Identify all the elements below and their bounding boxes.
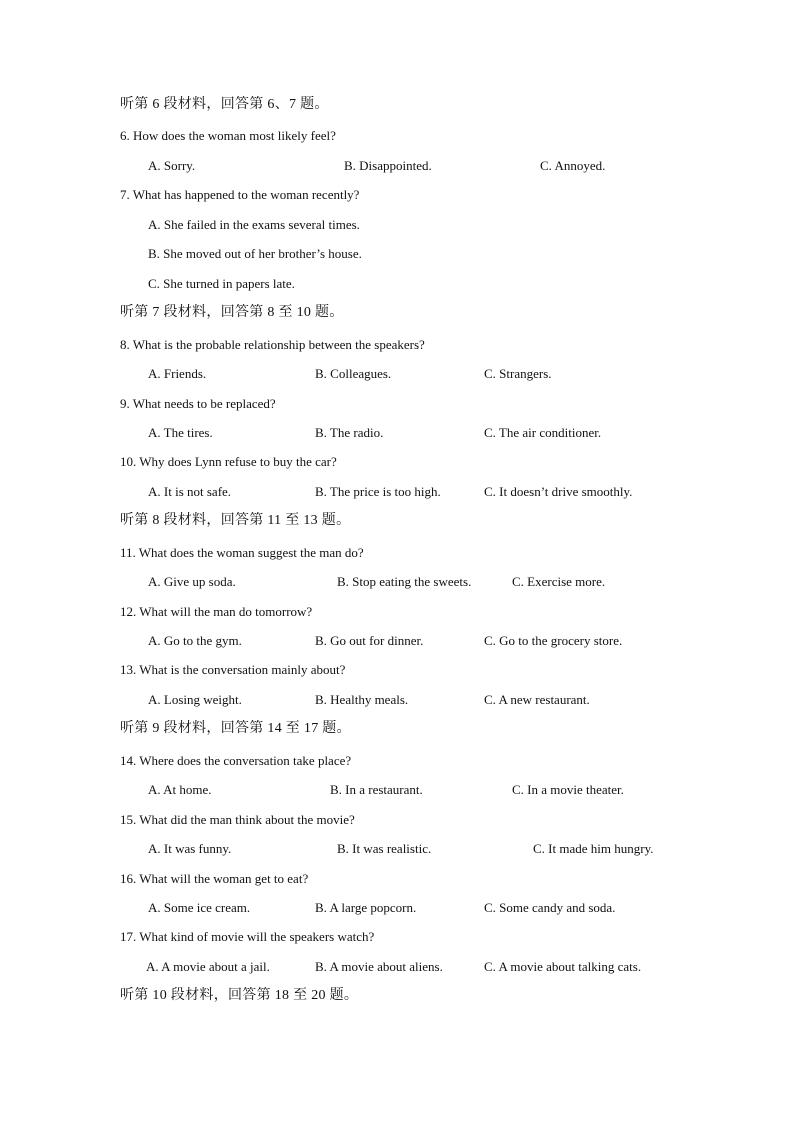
q10-option-c: C. It doesn’t drive smoothly.	[484, 484, 633, 499]
q7-option-b: B. She moved out of her brother’s house.	[148, 246, 362, 261]
section-heading-6: 听第 6 段材料，回答第 6、7 题。	[120, 97, 329, 112]
q8-option-c: C. Strangers.	[484, 366, 552, 381]
question-14: 14. Where does the conversation take place?	[120, 753, 352, 768]
section-heading-9: 听第 9 段材料，回答第 14 至 17 题。	[120, 721, 351, 736]
q13-option-b: B. Healthy meals.	[315, 692, 409, 707]
q6-option-b: B. Disappointed.	[344, 158, 432, 173]
q8-option-a: A. Friends.	[148, 366, 207, 381]
q14-option-c: C. In a movie theater.	[512, 782, 624, 797]
section-heading-7: 听第 7 段材料，回答第 8 至 10 题。	[120, 305, 344, 320]
q9-option-c: C. The air conditioner.	[484, 425, 602, 440]
q14-option-b: B. In a restaurant.	[330, 782, 423, 797]
q12-option-b: B. Go out for dinner.	[315, 633, 424, 648]
q8-option-b: B. Colleagues.	[315, 366, 392, 381]
q6-option-c: C. Annoyed.	[540, 158, 606, 173]
question-9: 9. What needs to be replaced?	[120, 396, 276, 411]
question-11: 11. What does the woman suggest the man do?	[120, 545, 364, 560]
q16-option-a: A. Some ice cream.	[148, 900, 251, 915]
q11-option-c: C. Exercise more.	[512, 574, 606, 589]
q10-option-b: B. The price is too high.	[315, 484, 441, 499]
q13-option-a: A. Losing weight.	[148, 692, 242, 707]
q15-option-c: C. It made him hungry.	[533, 841, 654, 856]
question-17: 17. What kind of movie will the speakers watch?	[120, 929, 375, 944]
section-heading-8: 听第 8 段材料，回答第 11 至 13 题。	[120, 513, 351, 528]
question-6: 6. How does the woman most likely feel?	[120, 128, 336, 143]
q9-option-a: A. The tires.	[148, 425, 213, 440]
question-7: 7. What has happened to the woman recently?	[120, 187, 360, 202]
q11-option-a: A. Give up soda.	[148, 574, 236, 589]
question-8: 8. What is the probable relationship between the speakers?	[120, 337, 425, 352]
q11-option-b: B. Stop eating the sweets.	[337, 574, 472, 589]
q17-option-a: A. A movie about a jail.	[146, 959, 270, 974]
question-12: 12. What will the man do tomorrow?	[120, 604, 313, 619]
q16-option-c: C. Some candy and soda.	[484, 900, 616, 915]
q15-option-b: B. It was realistic.	[337, 841, 432, 856]
q7-option-a: A. She failed in the exams several times.	[148, 217, 360, 232]
q13-option-c: C. A new restaurant.	[484, 692, 590, 707]
question-13: 13. What is the conversation mainly about?	[120, 662, 346, 677]
q12-option-a: A. Go to the gym.	[148, 633, 242, 648]
question-15: 15. What did the man think about the movie?	[120, 812, 355, 827]
q6-option-a: A. Sorry.	[148, 158, 196, 173]
q17-option-b: B. A movie about aliens.	[315, 959, 443, 974]
q14-option-a: A. At home.	[148, 782, 212, 797]
q12-option-c: C. Go to the grocery store.	[484, 633, 623, 648]
q16-option-b: B. A large popcorn.	[315, 900, 417, 915]
q10-option-a: A. It is not safe.	[148, 484, 232, 499]
q9-option-b: B. The radio.	[315, 425, 384, 440]
section-heading-10: 听第 10 段材料，回答第 18 至 20 题。	[120, 988, 359, 1003]
question-10: 10. Why does Lynn refuse to buy the car?	[120, 454, 337, 469]
question-16: 16. What will the woman get to eat?	[120, 871, 309, 886]
q15-option-a: A. It was funny.	[148, 841, 232, 856]
q17-option-c: C. A movie about talking cats.	[484, 959, 642, 974]
q7-option-c: C. She turned in papers late.	[148, 276, 295, 291]
